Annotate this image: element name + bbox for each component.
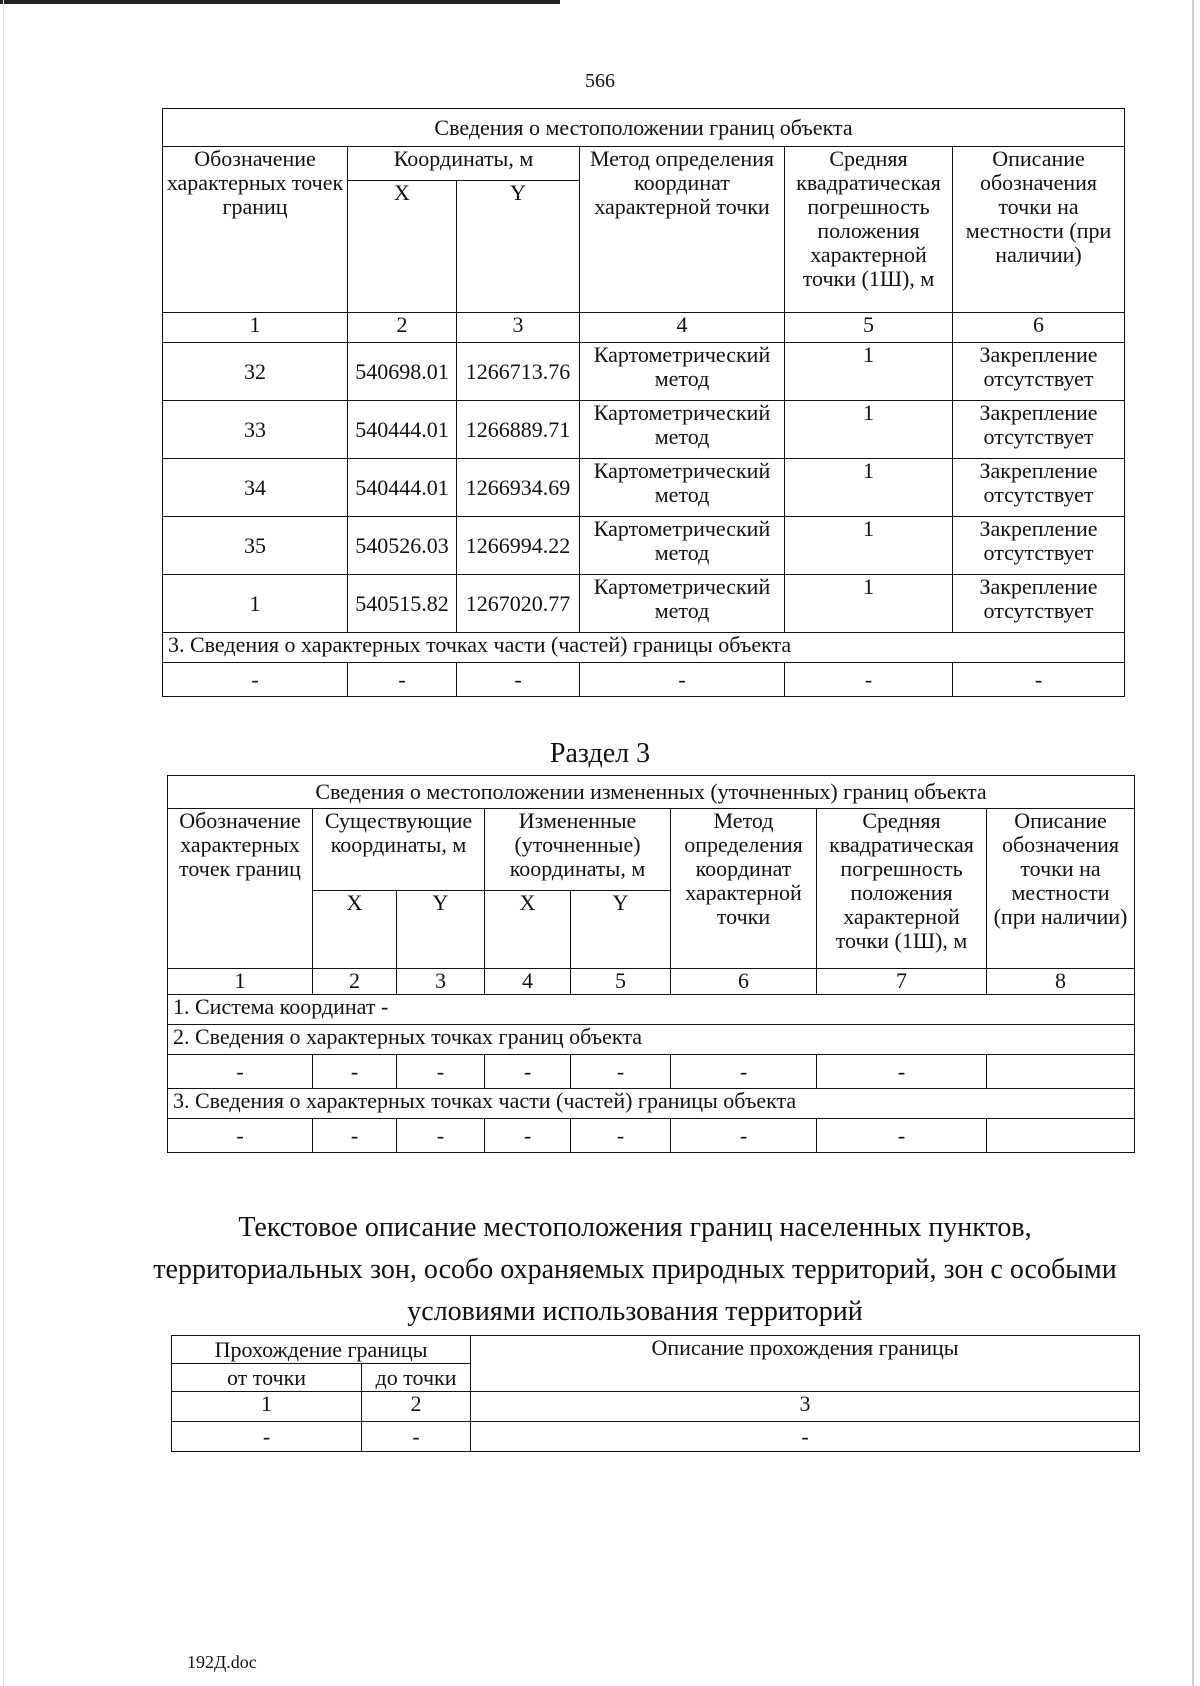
col-num: 3: [457, 313, 580, 343]
empty-cell: -: [348, 663, 457, 697]
empty-cell: -: [817, 1119, 987, 1153]
empty-cell: -: [485, 1119, 571, 1153]
header-to: до точки: [362, 1364, 471, 1392]
section-label: 3. Сведения о характерных точках части (частей) границы объекта: [163, 633, 1125, 663]
empty-cell: -: [671, 1055, 817, 1089]
point-id: 34: [163, 459, 348, 517]
col-num: 3: [471, 1392, 1140, 1422]
col-num: 8: [987, 969, 1135, 995]
header-y: Y: [571, 891, 671, 969]
header-method: Метод определения координат характерной точки: [671, 809, 817, 969]
empty-cell: -: [168, 1055, 313, 1089]
method: Картометрический метод: [580, 517, 785, 575]
header-desc: Описание обозначения точки на местности (при наличии): [987, 809, 1135, 969]
description: Закрепление отсутствует: [953, 575, 1125, 633]
col-num: 1: [163, 313, 348, 343]
header-x: X: [348, 181, 457, 313]
empty-cell: -: [362, 1422, 471, 1452]
header-x: X: [485, 891, 571, 969]
error: 1: [785, 459, 953, 517]
empty-cell: -: [953, 663, 1125, 697]
empty-cell: -: [471, 1422, 1140, 1452]
col-num: 1: [172, 1392, 362, 1422]
col-num: 4: [485, 969, 571, 995]
error: 1: [785, 575, 953, 633]
col-num: 2: [362, 1392, 471, 1422]
point-id: 32: [163, 343, 348, 401]
empty-cell: -: [580, 663, 785, 697]
coord-x: 540526.03: [348, 517, 457, 575]
description: Закрепление отсутствует: [953, 401, 1125, 459]
header-passage: Прохождение границы: [172, 1336, 471, 1364]
table-row: [163, 343, 1125, 401]
table-caption: Сведения о местоположении измененных (уточненных) границ объекта: [168, 776, 1135, 809]
scan-edge-right: [1192, 0, 1194, 1686]
method: Картометрический метод: [580, 459, 785, 517]
text-description-heading: Текстовое описание местоположения границ населенных пунктов, территориальных зон, особо охраняемых природных территорий, зон с особыми условиями использования территорий: [153, 1212, 1117, 1327]
table-row: [163, 517, 1125, 575]
empty-cell: -: [571, 1119, 671, 1153]
col-num: 6: [953, 313, 1125, 343]
page-number: 566: [585, 70, 615, 92]
empty-cell: -: [817, 1055, 987, 1089]
table-row: [163, 575, 1125, 633]
scan-edge-top: [0, 0, 560, 4]
coord-y: 1267020.77: [457, 575, 580, 633]
header-y: Y: [457, 181, 580, 313]
method: Картометрический метод: [580, 343, 785, 401]
description: Закрепление отсутствует: [953, 459, 1125, 517]
point-id: 33: [163, 401, 348, 459]
method: Картометрический метод: [580, 575, 785, 633]
header-y: Y: [397, 891, 485, 969]
point-id: 1: [163, 575, 348, 633]
table-row: [163, 459, 1125, 517]
section-label: 2. Сведения о характерных точках границ объекта: [168, 1025, 1135, 1055]
section-label: 1. Система координат -: [168, 995, 1135, 1025]
col-num: 6: [671, 969, 817, 995]
empty-cell: -: [313, 1119, 397, 1153]
header-x: X: [313, 891, 397, 969]
empty-cell: -: [168, 1119, 313, 1153]
empty-cell: -: [571, 1055, 671, 1089]
header-coords: Координаты, м: [348, 147, 580, 181]
header-error: Средняя квадратическая погрешность положения характерной точки (1Ш), м: [785, 147, 953, 313]
error: 1: [785, 401, 953, 459]
col-num: 3: [397, 969, 485, 995]
col-num: 4: [580, 313, 785, 343]
header-passage-desc: Описание прохождения границы: [471, 1336, 1140, 1392]
boundary-passage-table: [171, 1335, 1140, 1452]
col-num: 2: [348, 313, 457, 343]
error: 1: [785, 343, 953, 401]
empty-row: [168, 1055, 1135, 1089]
empty-cell: -: [457, 663, 580, 697]
error: 1: [785, 517, 953, 575]
coord-y: 1266994.22: [457, 517, 580, 575]
empty-cell: -: [397, 1055, 485, 1089]
footer-filename: 192Д.doc: [187, 1652, 257, 1672]
description: Закрепление отсутствует: [953, 517, 1125, 575]
empty-row: [172, 1422, 1140, 1452]
header-existing: Существующие координаты, м: [313, 809, 485, 891]
section-title: Раздел 3: [549, 738, 651, 769]
empty-cell: [987, 1119, 1135, 1153]
method: Картометрический метод: [580, 401, 785, 459]
coord-x: 540444.01: [348, 401, 457, 459]
empty-cell: -: [163, 663, 348, 697]
empty-row: [163, 663, 1125, 697]
col-num: 2: [313, 969, 397, 995]
table-caption: Сведения о местоположении границ объекта: [163, 109, 1125, 147]
coord-y: 1266713.76: [457, 343, 580, 401]
col-num: 1: [168, 969, 313, 995]
empty-cell: -: [313, 1055, 397, 1089]
boundary-points-table: [162, 108, 1125, 697]
coord-x: 540515.82: [348, 575, 457, 633]
coord-x: 540444.01: [348, 459, 457, 517]
description: Закрепление отсутствует: [953, 343, 1125, 401]
col-num: 7: [817, 969, 987, 995]
coord-x: 540698.01: [348, 343, 457, 401]
empty-cell: -: [485, 1055, 571, 1089]
coord-y: 1266934.69: [457, 459, 580, 517]
coord-y: 1266889.71: [457, 401, 580, 459]
header-method: Метод определения координат характерной точки: [580, 147, 785, 313]
empty-cell: -: [671, 1119, 817, 1153]
header-point: Обозначение характерных точек границ: [163, 147, 348, 313]
changed-boundary-table: [167, 775, 1135, 1153]
empty-cell: -: [785, 663, 953, 697]
col-num: 5: [785, 313, 953, 343]
empty-cell: -: [397, 1119, 485, 1153]
header-from: от точки: [172, 1364, 362, 1392]
empty-cell: [987, 1055, 1135, 1089]
header-point: Обозначение характерных точек границ: [168, 809, 313, 969]
empty-cell: -: [172, 1422, 362, 1452]
header-error: Средняя квадратическая погрешность положения характерной точки (1Ш), м: [817, 809, 987, 969]
col-num: 5: [571, 969, 671, 995]
header-desc: Описание обозначения точки на местности (при наличии): [953, 147, 1125, 313]
empty-row: [168, 1119, 1135, 1153]
scan-edge-left: [3, 0, 4, 1686]
table-row: [163, 401, 1125, 459]
header-changed: Измененные (уточненные) координаты, м: [485, 809, 671, 891]
point-id: 35: [163, 517, 348, 575]
section-label: 3. Сведения о характерных точках части (частей) границы объекта: [168, 1089, 1135, 1119]
